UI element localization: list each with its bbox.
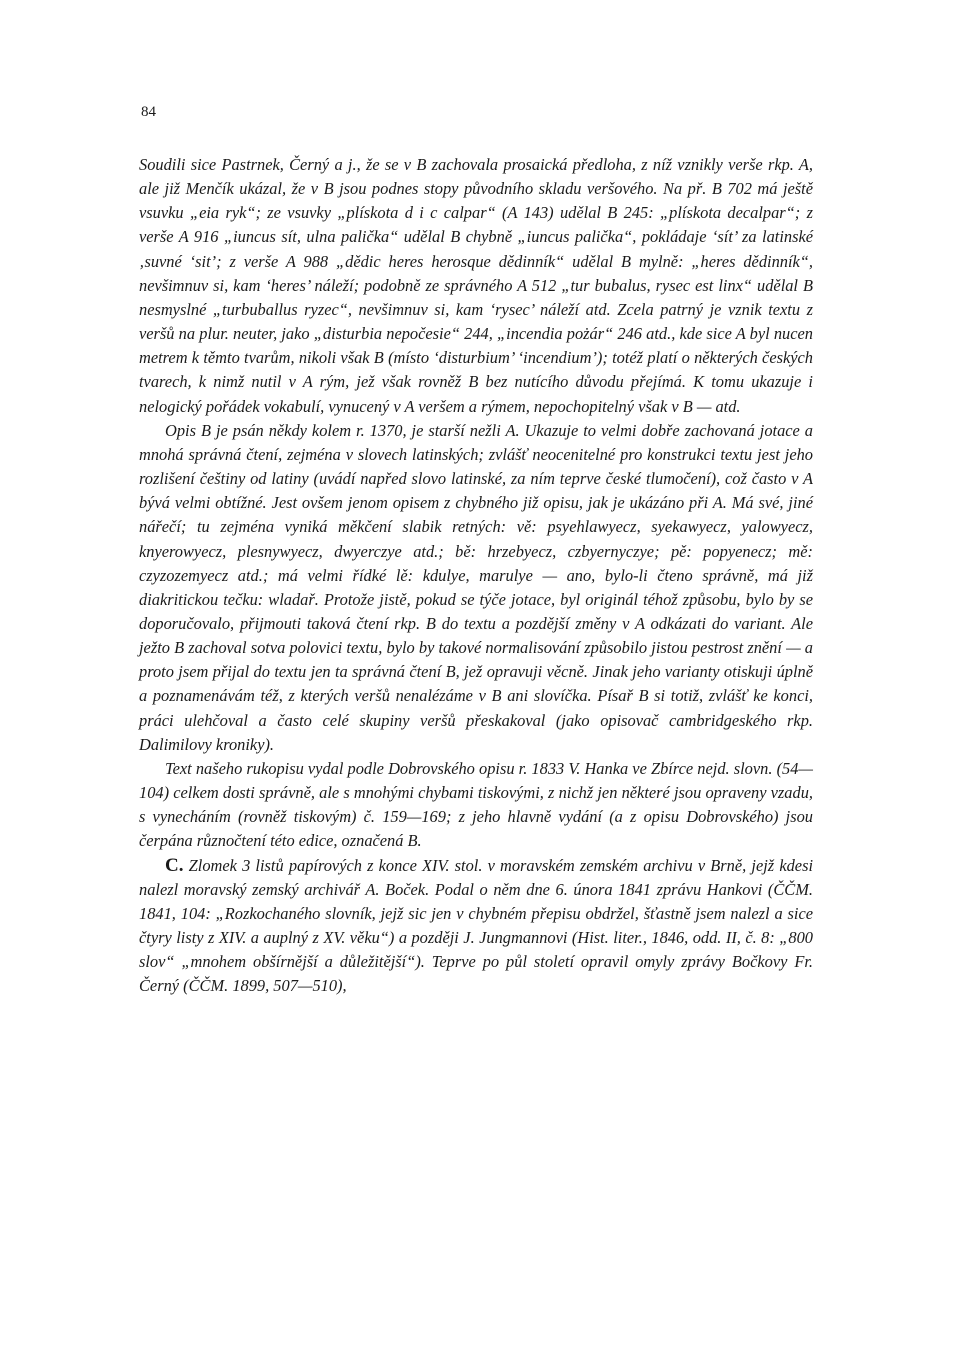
paragraph-fragment-c-text: Zlomek 3 listů papírových z konce XIV. stol. v moravském zemském archivu v Brně, jejž kdesi nalezl moravský zemský archivář A. Boček. Podal o něm dne 6. února 1841 zprávu Hankovi (ČČM. 1841, 104: „Rozkochaného slovník, jejž sic jen v chybném přepisu obdržel, šťastně jsem nalezl a sice čtyry listy z XIV. a auplný z XV. věku“) a později J. Jungmannovi (Hist. liter., 1846, odd. II, č. 8: „800 slov“ „mnohem obšírnější a důležitější“). Teprve po půl století opravil omyly zprávy Bočkovy Fr. Černý (ČČM. 1899, 507—510),	[139, 855, 813, 996]
paragraph-fragment-c	[139, 854, 813, 999]
body-text	[139, 153, 813, 998]
paragraph-copy-b-description: Opis B je psán někdy kolem r. 1370, je starší nežli A. Ukazuje to velmi dobře zachovaná jotace a mnohá správná čtení, zejména v slovech latinských; zvlášť neocenitelné pro konstrukci textu jest jeho rozlišení češtiny od latiny (uvádí napřed slovo latinské, za ním teprve české tlumočení), což často v A bývá velmi obtížné. Jest ovšem jenom opisem z chybného již opisu, jak je ukázáno při A. Má své, jiné nářečí; tu zejména vyniká měkčení slabik retných: vě: psyehlawyecz, syekawyecz, yalowyecz, knyerowyecz, plesnywyecz, dwyerczye atd.; bě: hrzebyecz, czbyernyczye; pě: popyenecz; mě: czyzozemyecz atd.; má velmi řídké lě: kdulye, marulye — ano, bylo-li čteno správně, má již diakritickou tečku: wladař. Protože jistě, pokud se týče jotace, byl originál téhož způsobu, bylo by se doporučovalo, přijmouti taková čtení rkp. B do textu a pozdější změny v A odkázati do variant. Ale ježto B zachoval sotva polovici textu, bylo by takové normalisování způsobilo jistou pestrost znění — a proto jsem přijal do textu jen ta správná čtení B, jež opravuji věcně. Jinak jeho varianty otiskuji úplně a poznamenávám též, z kterých veršů nenalézáme v B ani slovíčka. Písař B si totiž, zvlášť ke konci, práci ulehčoval a často celé skupiny veršů přeskakoval (jako opisovač cambridgeského rkp. Dalimilovy kroniky).	[139, 420, 813, 754]
section-mark-c: C.	[165, 854, 184, 876]
paragraph-versification-argument: Soudili sice Pastrnek, Černý a j., že se v B zachovala prosaická předloha, z níž vznikly verše rkp. A, ale již Menčík ukázal, že v B jsou podnes stopy původního skladu veršového. Na př. B 702 má ještě vsuvku „eia ryk“; ze vsuvky „plískota d i c calpar“ (A 143) udělal B 245: „plískota decalpar“; z verše A 916 „iuncus sít, ulna palička“ udělal B chybně „iuncus palička“, pokládaje ‘sít’ za latinské ‚suvné ‘sit’; z verše A 988 „dědic heres herosque dědinník“ udělal B mylně: „heres dědinník“, nevšimnuv si, kam ‘heres’ náleží; podobně ze správného A 512 „tur bubalus, rysec est linx“ udělal B nesmyslné „turbuballus ryzec“, nevšimnuv si, kam ‘rysec’ náleží atd. Zcela patrný je vznik textu z veršů na plur. neuter, jako „disturbia nepočesie“ 244, „incendia pożár“ 246 atd., kde sice A byl nucen metrem k těmto tvarům, nikoli však B (místo ‘disturbium’ ‘incendium’); totéž platí o některých českých tvarech, k nimž nutil v A rým, jež však rovněž B bez nutícího důvodu přejímá. K tomu ukazuje i nelogický pořádek vokabulí, vynucený v A veršem a rýmem, nepochopitelný však v B — atd.	[139, 155, 813, 416]
page-number: 84	[141, 104, 156, 120]
paragraph-hanka-edition: Text našeho rukopisu vydal podle Dobrovského opisu r. 1833 V. Hanka ve Zbírce nejd. slovn. (54—104) celkem dosti správně, ale s mnohými chybami tiskovými, z nichž jen některé jsou opraveny vzadu, s vynecháním (rovněž tiskovým) č. 159—169; z jeho hlavně vydání (a z opisu Dobrovského) jsou čerpána různočtení této edice, označená B.	[139, 758, 813, 851]
